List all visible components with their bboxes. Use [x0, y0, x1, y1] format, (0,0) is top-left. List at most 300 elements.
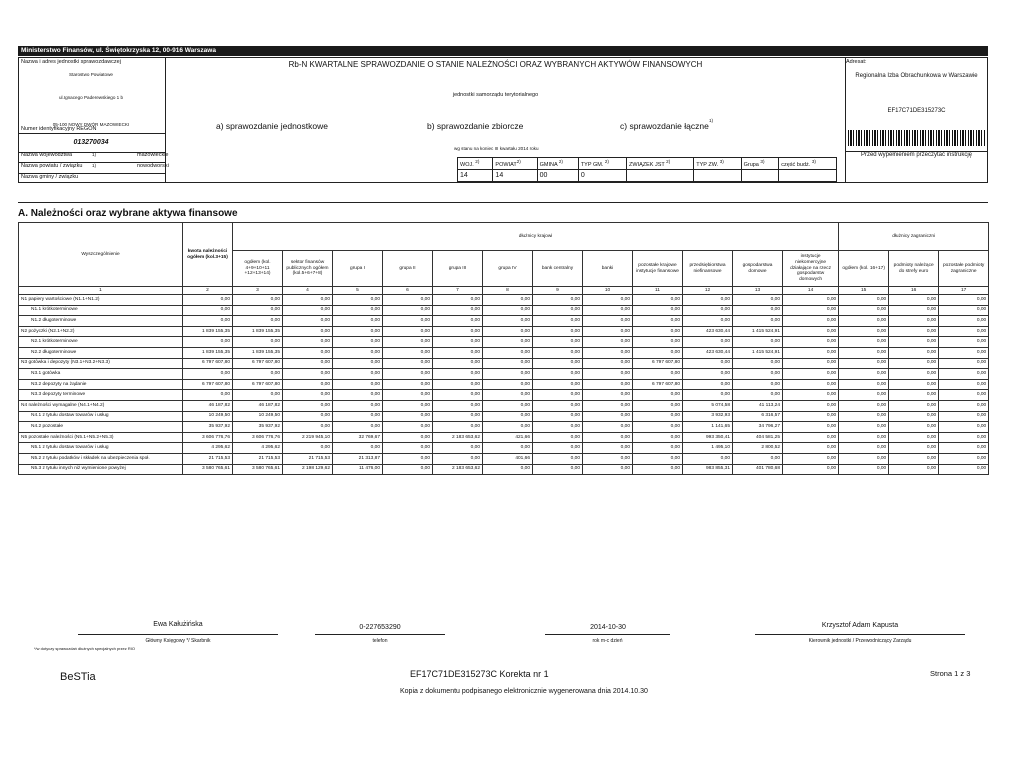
table-cell: 0,00: [583, 316, 633, 327]
col-number: 14: [783, 287, 839, 295]
page-number: Strona 1 z 3: [930, 669, 971, 678]
code-label-zwiazek: ZWIĄZEK JST $^{2)}$: [626, 158, 693, 170]
table-cell: 0,00: [939, 337, 989, 348]
commune-label: Nazwa gminy / związku: [21, 174, 79, 180]
table-cell: 0,00: [383, 295, 433, 306]
table-cell: 0,00: [583, 358, 633, 369]
code-label-powiat: POWIAT$^{2)}$: [493, 158, 537, 170]
table-cell: 0,00: [483, 295, 533, 306]
table-cell: 0,00: [333, 443, 383, 454]
table-row: [19, 358, 989, 369]
table-cell: 0,00: [633, 453, 683, 464]
col-number: 6: [383, 287, 433, 295]
table-cell: 1 839 155,35: [183, 326, 233, 337]
table-cell: 0,00: [939, 358, 989, 369]
table-cell: 0,00: [939, 305, 989, 316]
table-cell: 0,00: [283, 358, 333, 369]
table-row: [19, 369, 989, 380]
regon-value: 013270034: [73, 139, 109, 146]
table-cell: 0,00: [839, 443, 889, 454]
regon-label: Numer identyfikacyjny REGON: [21, 126, 97, 132]
col-header-domestic-8: banki: [583, 251, 633, 287]
table-cell: 0,00: [283, 326, 333, 337]
table-cell: 0,00: [483, 422, 533, 433]
table-row: [19, 326, 989, 337]
table-cell: 21 313,87: [333, 453, 383, 464]
signer1-name: Ewa Kałużińska: [153, 621, 203, 628]
row-label: N4.2 pozostałe: [19, 422, 183, 433]
table-cell: 0,00: [783, 326, 839, 337]
instruction-note: Przed wypełnieniem przeczytać instrukcję: [860, 152, 973, 158]
table-cell: 0,00: [333, 316, 383, 327]
col-number: 17: [939, 287, 989, 295]
signer1-note: */w dotyczy sprawozdań dłużnych specjalnych przez RIO: [34, 646, 135, 651]
table-cell: 0,00: [889, 305, 939, 316]
table-cell: 0,00: [533, 432, 583, 443]
table-cell: 0,00: [889, 411, 939, 422]
col-header-foreign-3: pozostałe podmioty zagraniczne: [939, 251, 989, 287]
col-header-domestic: dłużnicy krajowi: [233, 223, 839, 251]
table-cell: 0,00: [683, 390, 733, 401]
col-header-foreign: dłużnicy zagraniczni: [839, 223, 989, 251]
table-cell: 0,00: [939, 464, 989, 475]
table-cell: 0,00: [533, 337, 583, 348]
table-cell: 0,00: [583, 464, 633, 475]
table-cell: 0,00: [633, 390, 683, 401]
table-cell: 0,00: [383, 337, 433, 348]
table-cell: 0,00: [233, 295, 283, 306]
code-label-woj: WOJ. $^{2)}$: [458, 158, 493, 170]
table-cell: 0,00: [283, 411, 333, 422]
table-cell: 401 780,68: [733, 464, 783, 475]
table-cell: 0,00: [333, 326, 383, 337]
code-value-zwiazek: [626, 170, 693, 182]
col-header-domestic-3: grupa I: [333, 251, 383, 287]
table-cell: 0,00: [433, 326, 483, 337]
table-cell: 0,00: [533, 390, 583, 401]
table-cell: 0,00: [233, 390, 283, 401]
table-cell: 0,00: [483, 411, 533, 422]
report-subtitle: jednostki samorządu terytorialnego: [452, 92, 539, 98]
entity-city: 05-100 NOWY DWÓR MAZOWIECKI: [52, 122, 130, 127]
table-cell: 34 796,27: [733, 422, 783, 433]
table-cell: 0,00: [383, 390, 433, 401]
county-sup: 1): [92, 163, 97, 168]
table-cell: 0,00: [889, 295, 939, 306]
table-cell: 0,00: [783, 379, 839, 390]
table-cell: 1 415 524,91: [733, 347, 783, 358]
table-row: [19, 305, 989, 316]
table-cell: 0,00: [839, 422, 889, 433]
table-cell: 0,00: [839, 379, 889, 390]
table-cell: 0,00: [583, 390, 633, 401]
table-cell: 0,00: [583, 443, 633, 454]
row-label: N2.2 długoterminowe: [19, 347, 183, 358]
col-number: 16: [889, 287, 939, 295]
table-cell: 2 198 129,62: [283, 464, 333, 475]
table-cell: 0,00: [733, 295, 783, 306]
col-number: 12: [683, 287, 733, 295]
table-cell: 0,00: [533, 326, 583, 337]
table-cell: 0,00: [433, 411, 483, 422]
option-c: c) sprawozdanie łączne: [620, 121, 709, 131]
section-title: A. Należności oraz wybrane aktywa finansowe: [18, 208, 238, 219]
table-cell: 0,00: [583, 379, 633, 390]
option-b: b) sprawozdanie zbiorcze: [427, 121, 524, 131]
table-cell: 3 580 765,61: [233, 464, 283, 475]
table-cell: 0,00: [283, 390, 333, 401]
table-cell: 0,00: [333, 390, 383, 401]
table-cell: 0,00: [383, 411, 433, 422]
county-label: Nazwa powiatu / związku: [21, 163, 83, 169]
table-cell: 0,00: [533, 422, 583, 433]
table-cell: 0,00: [733, 369, 783, 380]
col-number: 2: [183, 287, 233, 295]
generated-note: Kopia z dokumentu podpisanego elektronicznie wygenerowana dnia 2014.10.30: [400, 688, 648, 695]
table-cell: 0,00: [783, 411, 839, 422]
table-cell: 0,00: [533, 347, 583, 358]
col-header-domestic-5: grupa III: [433, 251, 483, 287]
table-cell: 0,00: [283, 316, 333, 327]
table-cell: 0,00: [683, 316, 733, 327]
table-cell: 0,00: [783, 432, 839, 443]
table-cell: 0,00: [839, 347, 889, 358]
table-cell: 0,00: [939, 379, 989, 390]
option-c-sup: 1): [709, 118, 714, 123]
table-cell: 0,00: [483, 316, 533, 327]
table-cell: 0,00: [583, 326, 633, 337]
table-cell: 0,00: [433, 295, 483, 306]
phone-label: telefon: [372, 638, 388, 644]
table-cell: 0,00: [939, 347, 989, 358]
table-cell: 0,00: [383, 400, 433, 411]
table-cell: 0,00: [783, 390, 839, 401]
table-cell: 0,00: [583, 337, 633, 348]
table-cell: 0,00: [433, 369, 483, 380]
row-label: N4 należności wymagalne (N4.1+N4.2): [19, 400, 183, 411]
row-label: N1 papiery wartościowe (N1.1+N1.2): [19, 295, 183, 306]
col-header-domestic-9: pozostałe krajowe instytucje finansowe: [633, 251, 683, 287]
table-cell: 0,00: [733, 305, 783, 316]
table-cell: 0,00: [533, 411, 583, 422]
col-number: 15: [839, 287, 889, 295]
table-cell: 0,00: [839, 295, 889, 306]
table-row: [19, 400, 989, 411]
table-cell: 0,00: [383, 379, 433, 390]
col-number: 5: [333, 287, 383, 295]
table-cell: 0,00: [939, 400, 989, 411]
table-cell: 0,00: [333, 422, 383, 433]
table-cell: 0,00: [939, 443, 989, 454]
table-cell: 0,00: [383, 347, 433, 358]
table-cell: 0,00: [283, 443, 333, 454]
table-cell: 0,00: [889, 316, 939, 327]
table-cell: 0,00: [939, 316, 989, 327]
signer2-role: Kierownik jednostki / Przewodniczący Zarządu: [808, 638, 912, 644]
table-cell: 0,00: [533, 443, 583, 454]
col-header-domestic-7: bank centralny: [533, 251, 583, 287]
table-cell: 0,00: [433, 316, 483, 327]
row-label: N5 pozostałe należności (N5.1+N5.2+N5.3): [19, 432, 183, 443]
table-cell: 0,00: [683, 305, 733, 316]
table-cell: 0,00: [583, 305, 633, 316]
table-cell: 0,00: [783, 369, 839, 380]
table-cell: 0,00: [889, 400, 939, 411]
code-value-grupa: [741, 170, 779, 182]
table-cell: 0,00: [839, 400, 889, 411]
table-cell: 0,00: [889, 347, 939, 358]
table-cell: 0,00: [583, 411, 633, 422]
table-cell: 0,00: [283, 295, 333, 306]
table-row: [19, 453, 989, 464]
signer1-role: Główny Księgowy */ Skarbnik: [145, 638, 211, 644]
table-cell: 3 932,93: [683, 411, 733, 422]
county-value: nowodworski: [137, 163, 169, 169]
table-cell: 421,66: [483, 432, 533, 443]
table-row: [19, 337, 989, 348]
table-cell: 0,00: [583, 422, 633, 433]
table-cell: 0,00: [633, 316, 683, 327]
table-cell: 423 630,44: [683, 326, 733, 337]
table-cell: 0,00: [683, 453, 733, 464]
table-cell: 0,00: [433, 400, 483, 411]
table-cell: 0,00: [939, 295, 989, 306]
table-cell: 3 606 776,76: [233, 432, 283, 443]
table-cell: 0,00: [889, 453, 939, 464]
row-label: N3 gotówka i depozyty (N3.1+N3.2+N3.3): [19, 358, 183, 369]
table-cell: 0,00: [183, 316, 233, 327]
table-cell: 0,00: [233, 305, 283, 316]
table-cell: 0,00: [783, 358, 839, 369]
table-cell: 0,00: [433, 379, 483, 390]
table-cell: 0,00: [633, 326, 683, 337]
table-cell: 46 187,82: [183, 400, 233, 411]
signer2-name: Krzysztof Adam Kapusta: [821, 622, 899, 629]
table-cell: 0,00: [433, 347, 483, 358]
table-cell: 0,00: [433, 337, 483, 348]
table-cell: 0,00: [333, 369, 383, 380]
table-cell: 0,00: [733, 358, 783, 369]
table-cell: 0,00: [783, 305, 839, 316]
table-cell: 2 183 653,62: [433, 432, 483, 443]
table-cell: 21 715,53: [183, 453, 233, 464]
brand-logo: BeSTia: [60, 671, 96, 683]
table-cell: 0,00: [533, 358, 583, 369]
table-cell: 0,00: [633, 443, 683, 454]
table-cell: 0,00: [633, 305, 683, 316]
table-cell: 0,00: [783, 347, 839, 358]
table-cell: 1 839 155,35: [233, 326, 283, 337]
table-cell: 0,00: [583, 400, 633, 411]
table-cell: 0,00: [839, 464, 889, 475]
table-cell: 0,00: [889, 379, 939, 390]
table-cell: 0,00: [839, 453, 889, 464]
entity-name-label: Nazwa i adres jednostki sprawozdawczej: [21, 59, 121, 65]
table-cell: 0,00: [283, 422, 333, 433]
col-number: 13: [733, 287, 783, 295]
table-cell: 0,00: [783, 422, 839, 433]
addressee: Regionalna Izba Obrachunkowa w Warszawie: [855, 73, 978, 79]
table-cell: 0,00: [583, 295, 633, 306]
table-cell: 0,00: [483, 379, 533, 390]
table-cell: 404 581,25: [733, 432, 783, 443]
table-cell: 10 249,50: [233, 411, 283, 422]
classification-codes: [457, 157, 837, 182]
table-cell: 0,00: [383, 305, 433, 316]
table-cell: 0,00: [939, 369, 989, 380]
ministry-bar: Ministerstwo Finansów, ul. Świętokrzyska 12, 00-916 Warszawa: [18, 46, 988, 56]
table-cell: 0,00: [483, 464, 533, 475]
col-number: 11: [633, 287, 683, 295]
table-cell: 11 476,00: [333, 464, 383, 475]
table-cell: 3 580 765,61: [183, 464, 233, 475]
col-number: 10: [583, 287, 633, 295]
table-cell: 0,00: [283, 305, 333, 316]
row-label: N4.1 z tytułu dostaw towarów i usług: [19, 411, 183, 422]
table-cell: 0,00: [433, 453, 483, 464]
table-cell: 1 839 155,35: [233, 347, 283, 358]
table-cell: 0,00: [283, 379, 333, 390]
table-cell: 0,00: [633, 422, 683, 433]
table-cell: 0,00: [333, 411, 383, 422]
table-cell: 0,00: [383, 464, 433, 475]
code-label-typzw: TYP ZW. $^{3)}$: [694, 158, 741, 170]
table-cell: 0,00: [183, 305, 233, 316]
table-cell: 0,00: [889, 369, 939, 380]
table-cell: 21 715,53: [283, 453, 333, 464]
table-cell: 0,00: [683, 295, 733, 306]
code-label-grupa: Grupa $^{3)}$: [741, 158, 779, 170]
table-cell: 1 415 524,91: [733, 326, 783, 337]
table-cell: 0,00: [839, 411, 889, 422]
table-cell: 0,00: [333, 400, 383, 411]
table-cell: 0,00: [283, 347, 333, 358]
date-label: rok m-c dzień: [592, 638, 623, 644]
table-cell: 2 800,52: [733, 443, 783, 454]
table-cell: 0,00: [183, 295, 233, 306]
table-cell: 0,00: [839, 358, 889, 369]
row-label: N5.1 z tytułu dostaw towarów i usług: [19, 443, 183, 454]
table-cell: 993 350,41: [683, 432, 733, 443]
phone-value: 0-227653290: [359, 624, 401, 631]
table-cell: 0,00: [433, 305, 483, 316]
table-cell: 0,00: [533, 453, 583, 464]
table-cell: 0,00: [633, 411, 683, 422]
table-cell: 6 797 607,80: [633, 358, 683, 369]
col-number: 9: [533, 287, 583, 295]
table-cell: 0,00: [783, 295, 839, 306]
row-label: N3.1 gotówka: [19, 369, 183, 380]
row-label: N2 pożyczki (N2.1+N2.2): [19, 326, 183, 337]
table-cell: 0,00: [533, 316, 583, 327]
table-cell: 0,00: [583, 432, 633, 443]
table-cell: 0,00: [433, 422, 483, 433]
row-label: N5.3 z tytułu innych niż wymienione powyżej: [19, 464, 183, 475]
table-cell: 0,00: [733, 337, 783, 348]
table-cell: 0,00: [483, 443, 533, 454]
col-number: 1: [19, 287, 183, 295]
voivodeship-label: Nazwa województwa: [21, 152, 73, 158]
col-header-domestic-2: sektor finansów publicznych ogółem (kol.5+6+7+8): [283, 251, 333, 287]
table-cell: 5 074,58: [683, 400, 733, 411]
table-cell: 4 295,62: [233, 443, 283, 454]
table-cell: 0,00: [283, 337, 333, 348]
table-cell: 0,00: [889, 432, 939, 443]
table-row: [19, 443, 989, 454]
table-cell: 35 937,92: [233, 422, 283, 433]
table-cell: 0,00: [839, 326, 889, 337]
table-cell: 0,00: [383, 369, 433, 380]
table-cell: 0,00: [333, 337, 383, 348]
table-cell: 0,00: [733, 453, 783, 464]
voivodeship-sup: 1): [92, 152, 97, 157]
table-cell: 1 141,65: [683, 422, 733, 433]
table-cell: 0,00: [733, 379, 783, 390]
table-cell: 10 249,50: [183, 411, 233, 422]
receivables-table: [18, 222, 989, 475]
table-cell: 35 937,92: [183, 422, 233, 433]
report-title: Rb-N KWARTALNE SPRAWOZDANIE O STANIE NALEŻNOŚCI ORAZ WYBRANYCH AKTYWÓW FINANSOWYCH: [288, 60, 703, 69]
date-line: wg stanu na koniec III kwartału 2014 roku: [454, 146, 539, 151]
table-cell: 0,00: [783, 337, 839, 348]
row-label: N5.2 z tytułu podatków i składek na ubezpieczenia społ.: [19, 453, 183, 464]
col-number: 8: [483, 287, 533, 295]
table-cell: 0,00: [533, 379, 583, 390]
doc-id: EF17C71DE315273C: [887, 108, 946, 114]
table-cell: 0,00: [783, 443, 839, 454]
table-row: [19, 432, 989, 443]
code-value-typzw: [694, 170, 741, 182]
col-number: 4: [283, 287, 333, 295]
table-cell: 0,00: [483, 358, 533, 369]
table-cell: 0,00: [583, 369, 633, 380]
table-cell: 0,00: [889, 464, 939, 475]
table-cell: 0,00: [939, 411, 989, 422]
table-cell: 0,00: [633, 369, 683, 380]
code-label-typgm: TYP GM. $^{2)}$: [578, 158, 626, 170]
code-label-czesc: część budż. $^{3)}$: [779, 158, 837, 170]
table-cell: 0,00: [783, 453, 839, 464]
table-cell: 0,00: [383, 432, 433, 443]
table-cell: 0,00: [433, 443, 483, 454]
code-value-typgm: 0: [578, 170, 626, 182]
col-header-total: kwota należności ogółem (kol.3+15): [183, 223, 233, 287]
table-cell: 0,00: [483, 337, 533, 348]
code-value-powiat: 14: [493, 170, 537, 182]
table-row: [19, 379, 989, 390]
table-cell: 0,00: [483, 400, 533, 411]
table-cell: 0,00: [683, 337, 733, 348]
table-cell: 0,00: [183, 337, 233, 348]
table-cell: 0,00: [533, 305, 583, 316]
table-cell: 6 797 607,80: [633, 379, 683, 390]
table-cell: 3 606 776,76: [183, 432, 233, 443]
table-row: [19, 316, 989, 327]
table-cell: 0,00: [483, 390, 533, 401]
col-header-domestic-4: grupa II: [383, 251, 433, 287]
table-cell: 983 855,31: [683, 464, 733, 475]
entity-street: ul.Ignacego Paderewskiego 1 b: [58, 95, 124, 100]
row-label: N1.2 długoterminowe: [19, 316, 183, 327]
table-cell: 46 187,82: [233, 400, 283, 411]
table-cell: 0,00: [889, 422, 939, 433]
table-cell: 41 113,24: [733, 400, 783, 411]
table-cell: 0,00: [533, 464, 583, 475]
table-cell: 4 295,62: [183, 443, 233, 454]
table-cell: 1 495,10: [683, 443, 733, 454]
table-cell: 0,00: [939, 326, 989, 337]
table-cell: 0,00: [939, 432, 989, 443]
